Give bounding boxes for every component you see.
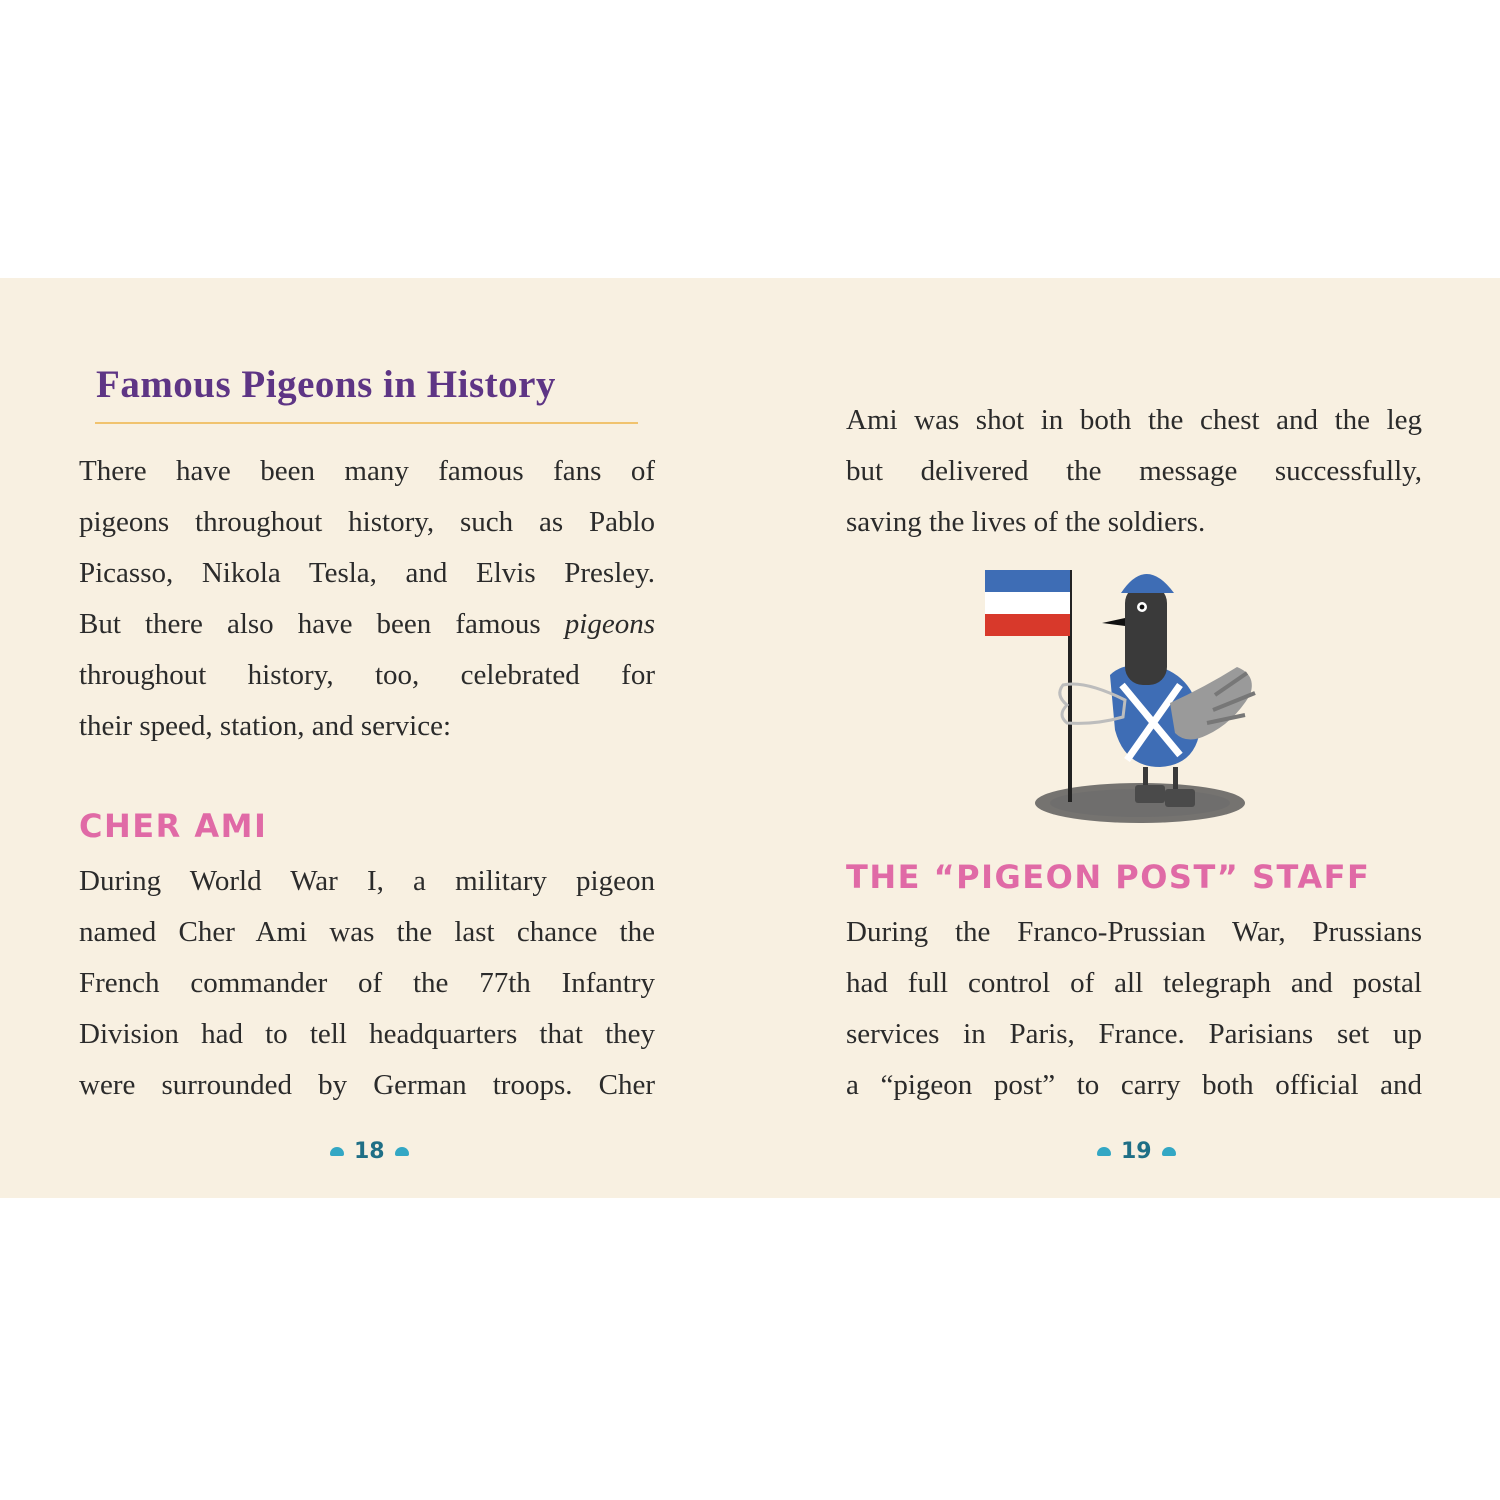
page-number-right (1097, 1136, 1176, 1166)
emphasis-word: pigeons (564, 608, 655, 640)
text-line: During World War I, a military pigeon (79, 865, 655, 897)
pigeon-post-paragraph (846, 907, 1422, 1111)
text-line: throughout history, too, celebrated for (79, 659, 655, 691)
page-number-left (330, 1136, 409, 1166)
folio-dot-icon (1162, 1147, 1176, 1156)
text-line: had full control of all telegraph and postal (846, 967, 1422, 999)
page-number-value: 18 (354, 1138, 385, 1164)
page-number-value: 19 (1121, 1138, 1152, 1164)
section-heading-cher-ami: CHER AMI (79, 807, 268, 845)
text-line: Division had to tell headquarters that they (79, 1018, 655, 1050)
title-underline (95, 422, 638, 424)
intro-paragraph (79, 446, 655, 752)
text-line: French commander of the 77th Infantry (79, 967, 655, 999)
cher-ami-paragraph (79, 856, 655, 1111)
text-line: pigeons throughout history, such as Pablo (79, 506, 655, 538)
text-segment: But there also have been famous (79, 608, 541, 640)
text-line: Ami was shot in both the chest and the leg (846, 404, 1422, 436)
text-line: their speed, station, and service: (79, 710, 452, 742)
text-line: During the Franco-Prussian War, Prussians (846, 916, 1422, 948)
section-heading-pigeon-post: THE “PIGEON POST” STAFF (846, 858, 1371, 896)
folio-dot-icon (395, 1147, 409, 1156)
folio-dot-icon (330, 1147, 344, 1156)
text-line: saving the lives of the soldiers. (846, 506, 1206, 538)
text-line (79, 599, 655, 650)
soldier-pigeon-with-flag-icon (975, 555, 1275, 835)
text-line: There have been many famous fans of (79, 455, 655, 487)
text-line: named Cher Ami was the last chance the (79, 916, 655, 948)
text-line: a “pigeon post” to carry both official and (846, 1069, 1422, 1101)
text-line: were surrounded by German troops. Cher (79, 1069, 655, 1101)
text-line: Picasso, Nikola Tesla, and Elvis Presley. (79, 557, 655, 589)
folio-dot-icon (1097, 1147, 1111, 1156)
text-line: services in Paris, France. Parisians set up (846, 1018, 1422, 1050)
continued-paragraph (846, 395, 1422, 548)
page-title: Famous Pigeons in History (96, 363, 556, 406)
text-line: but delivered the message successfully, (846, 455, 1422, 487)
